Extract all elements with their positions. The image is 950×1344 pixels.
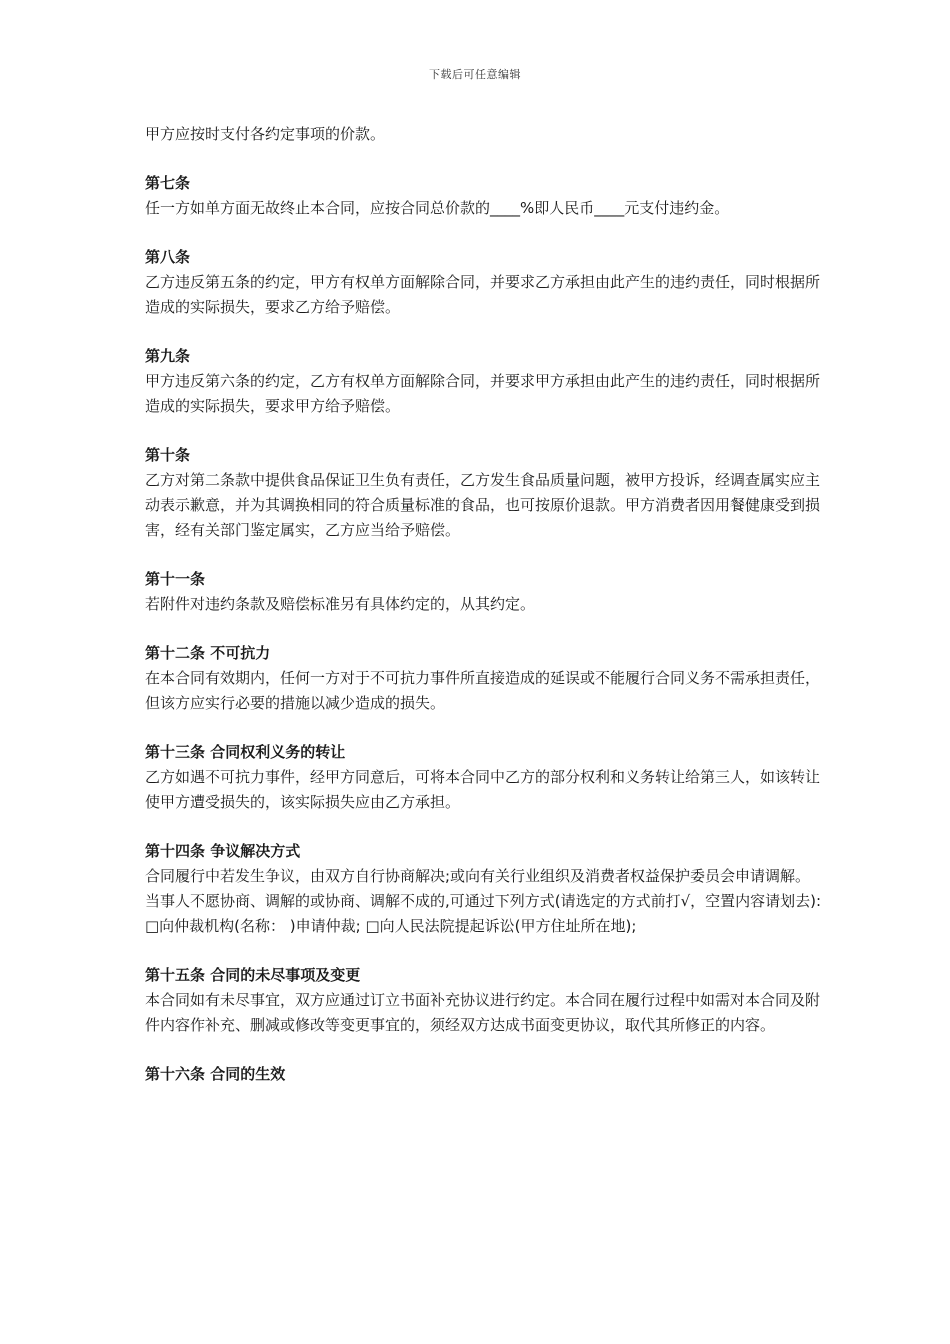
article-15 <box>145 963 825 1038</box>
article-paragraph: 乙方对第二条款中提供食品保证卫生负有责任，乙方发生食品质量问题，被甲方投诉，经调查属实应主动表示歉意，并为其调换相同的符合质量标准的食品，也可按原价退款。甲方消费者因用餐健康受到损害，经有关部门鉴定属实，乙方应当给予赔偿。 <box>145 471 821 539</box>
article-body <box>145 270 825 320</box>
article-paragraph: 任一方如单方面无故终止本合同，应按合同总价款的____%即人民币____元支付违约金。 <box>145 199 730 217</box>
article-title: 第十一条 <box>145 570 206 588</box>
article-body <box>145 864 825 939</box>
article-paragraph: 乙方违反第五条的约定，甲方有权单方面解除合同，并要求乙方承担由此产生的违约责任，同时根据所造成的实际损失，要求乙方给予赔偿。 <box>145 273 821 316</box>
article-12 <box>145 641 825 716</box>
article-paragraph: 当事人不愿协商、调解的或协商、调解不成的,可通过下列方式(请选定的方式前打√，空置内容请划去): □向仲裁机构(名称： )申请仲裁; □向人民法院提起诉讼(甲方住址所在地); <box>145 892 822 935</box>
article-title: 第八条 <box>145 248 191 266</box>
article-body <box>145 765 825 815</box>
article-title: 第十五条 合同的未尽事项及变更 <box>145 966 361 984</box>
article-paragraph: 本合同如有未尽事宜，双方应通过订立书面补充协议进行约定。本合同在履行过程中如需对本合同及附件内容作补充、删减或修改等变更事宜的，须经双方达成书面变更协议，取代其所修正的内容。 <box>145 991 821 1034</box>
article-body <box>145 666 825 716</box>
article-body <box>145 592 825 617</box>
article-body <box>145 369 825 419</box>
article-10 <box>145 443 825 543</box>
article-title: 第七条 <box>145 174 191 192</box>
article-16 <box>145 1062 825 1087</box>
article-body <box>145 468 825 543</box>
article-title: 第九条 <box>145 347 191 365</box>
article-paragraph: 甲方违反第六条的约定，乙方有权单方面解除合同，并要求甲方承担由此产生的违约责任，同时根据所造成的实际损失，要求甲方给予赔偿。 <box>145 372 821 415</box>
intro-paragraph: 甲方应按时支付各约定事项的价款。 <box>145 125 386 143</box>
article-body <box>145 988 825 1038</box>
article-paragraph: 若附件对违约条款及赔偿标准另有具体约定的，从其约定。 <box>145 595 536 613</box>
article-13 <box>145 740 825 815</box>
article-title: 第十六条 合同的生效 <box>145 1065 286 1083</box>
article-title: 第十二条 不可抗力 <box>145 644 271 662</box>
article-title: 第十条 <box>145 446 191 464</box>
article-8 <box>145 245 825 320</box>
article-paragraph: 在本合同有效期内，任何一方对于不可抗力事件所直接造成的延误或不能履行合同义务不需承担责任，但该方应实行必要的措施以减少造成的损失。 <box>145 669 821 712</box>
article-title: 第十三条 合同权利义务的转让 <box>145 743 346 761</box>
article-paragraph: 合同履行中若发生争议，由双方自行协商解决;或向有关行业组织及消费者权益保护委员会申请调解。 <box>145 867 811 885</box>
article-9 <box>145 344 825 419</box>
article-14 <box>145 839 825 939</box>
article-paragraph: 乙方如遇不可抗力事件，经甲方同意后，可将本合同中乙方的部分权利和义务转让给第三人，如该转让使甲方遭受损失的，该实际损失应由乙方承担。 <box>145 768 821 811</box>
article-11 <box>145 567 825 617</box>
document-body <box>145 122 825 1111</box>
article-title: 第十四条 争议解决方式 <box>145 842 301 860</box>
article-7 <box>145 171 825 221</box>
page-header-note: 下载后可任意编辑 <box>429 68 521 81</box>
article-body <box>145 196 825 221</box>
